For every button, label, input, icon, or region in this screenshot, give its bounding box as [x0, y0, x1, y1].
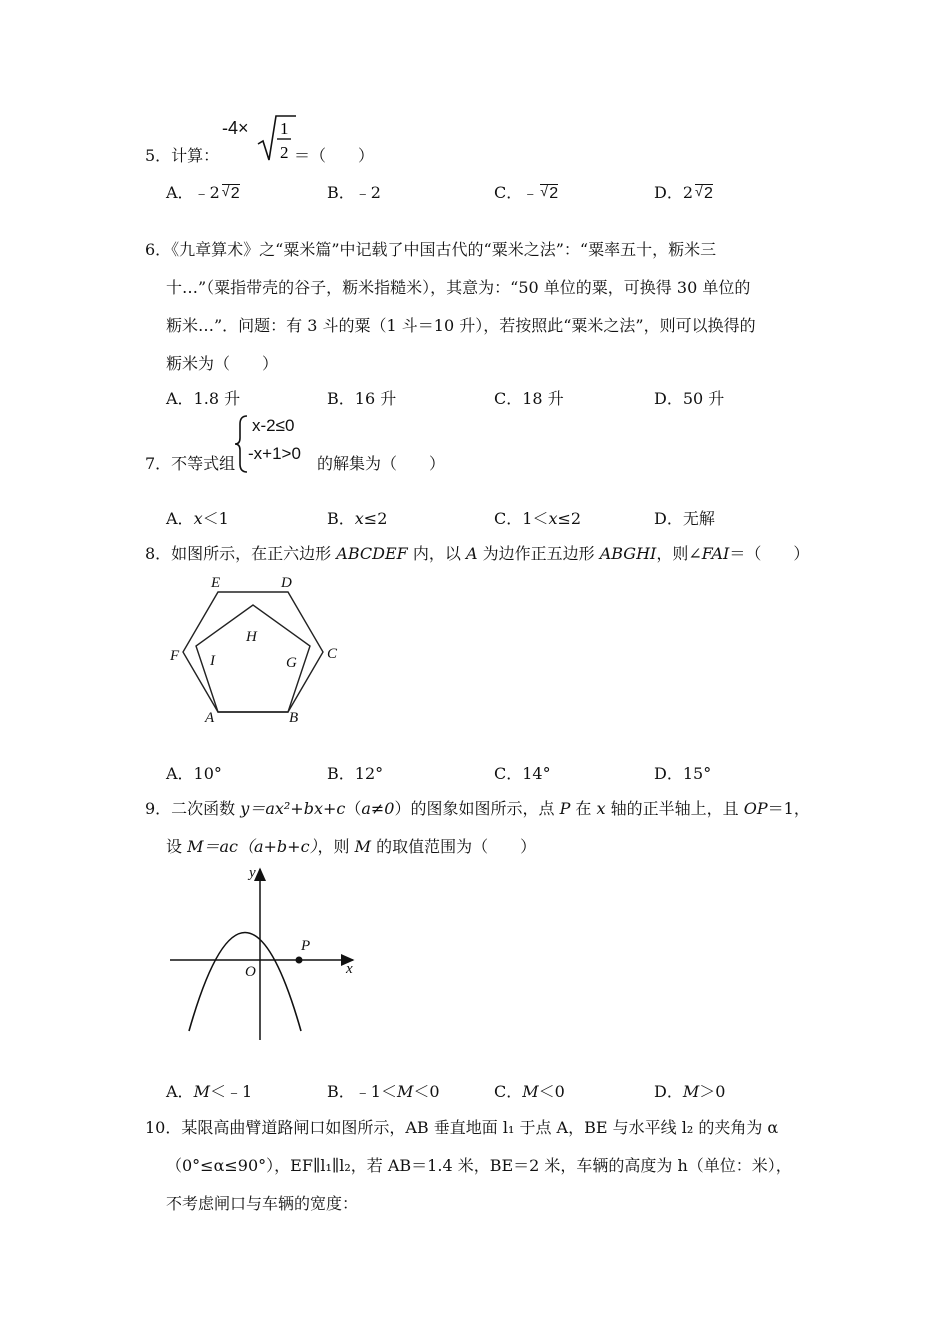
- option-label: B．: [327, 1082, 355, 1101]
- q8-option-c[interactable]: C．14°: [494, 764, 551, 783]
- q9-text: 的取值范围为（ ）: [371, 837, 537, 856]
- label-g: G: [286, 655, 297, 671]
- option-var: M: [522, 1082, 539, 1101]
- q6-line-1: 6．《九章算术》之“粟米篇”中记载了中国古代的“粟米之法”：“粟率五十，粝米三: [145, 240, 717, 259]
- q9-text: ）的图象如图所示，点: [394, 799, 560, 818]
- q9-var: x: [596, 799, 606, 818]
- label-i: I: [210, 653, 215, 669]
- q9-line-2: [166, 834, 536, 857]
- q8-point-a: A: [465, 544, 478, 563]
- q8-text: 8．如图所示，在正六边形: [145, 544, 337, 563]
- q10-line-3: 不考虑闸口与车辆的宽度：: [166, 1194, 359, 1213]
- option-text: ≤2: [557, 509, 582, 528]
- q10-line-1: 10．某限高曲臂道路闸口如图所示，AB 垂直地面 l₁ 于点 A，BE 与水平线 l₂ 的夹角为 α: [145, 1118, 779, 1137]
- option-var: x: [193, 509, 203, 528]
- label-c: C: [327, 646, 338, 662]
- q7-option-d[interactable]: [654, 506, 715, 529]
- q6-option-a[interactable]: A．1.8 升: [166, 389, 241, 408]
- q8-text: 内，以: [407, 544, 466, 563]
- q7-inequality-2: -x+1>0: [248, 444, 301, 463]
- label-a: A: [205, 710, 215, 726]
- q5-frac-num: 1: [280, 119, 289, 138]
- q5-stem: [145, 143, 219, 166]
- option-label: C．: [494, 183, 523, 202]
- option-var: x: [354, 509, 364, 528]
- q6-line-3: 粝米…”．问题：有 3 斗的粟（1 斗＝10 升），若按照此“粟米之法”，则可以换得的: [166, 316, 756, 335]
- radicand: 2: [549, 185, 559, 202]
- option-label: A．: [166, 509, 194, 528]
- q6-option-d[interactable]: D．50 升: [654, 389, 725, 408]
- q8-stem: [145, 541, 809, 564]
- option-text: 1＜: [522, 509, 549, 528]
- sqrt-symbol: √ 2: [540, 183, 559, 202]
- q9-equation: y＝ax²+bx+c: [240, 799, 346, 818]
- q6-line-2: 十…”（粟指带壳的谷子，粝米指糙米），其意为：“50 单位的粟，可换得 30 单位的: [166, 278, 751, 297]
- q7-prefix: 7．不等式组: [145, 454, 236, 473]
- q6-line-4: 粝米为（ ）: [166, 354, 279, 373]
- option-label: A．: [166, 183, 194, 202]
- option-text: ＜﹣1: [209, 1082, 253, 1101]
- q8-angle-name: FAI: [701, 544, 730, 563]
- q7-suffix: 的解集为（ ）: [317, 454, 446, 473]
- option-text: ﹣2: [193, 183, 220, 202]
- option-text: ﹣2: [354, 183, 381, 202]
- q7-option-a[interactable]: [166, 506, 229, 529]
- q6-option-c[interactable]: C．18 升: [494, 389, 564, 408]
- sqrt-symbol: √ 2: [221, 183, 240, 202]
- option-text: ≤2: [363, 509, 388, 528]
- parabola-curve: [189, 933, 301, 1032]
- option-text: ＞0: [699, 1082, 726, 1101]
- q9-line-1: [145, 796, 810, 819]
- q9-text: 在: [570, 799, 597, 818]
- label-h: H: [246, 629, 257, 645]
- q9-text: 9．二次函数: [145, 799, 241, 818]
- option-text: ﹣1＜: [354, 1082, 397, 1101]
- label-b: B: [289, 710, 299, 726]
- q9-text: （: [345, 799, 362, 818]
- q9-option-c[interactable]: [494, 1079, 565, 1102]
- q8-text: 为边作正五边形: [477, 544, 600, 563]
- q9-text: 轴的正半轴上，且: [605, 799, 744, 818]
- option-var: M: [396, 1082, 414, 1101]
- q9-var: OP: [743, 799, 768, 818]
- q5-frac-den: 2: [280, 143, 289, 162]
- q9-var: P: [559, 799, 571, 818]
- q5-option-d[interactable]: [654, 180, 713, 203]
- option-text: ＜0: [413, 1082, 440, 1101]
- label-o: O: [245, 964, 256, 980]
- option-text: ＜0: [538, 1082, 565, 1101]
- label-f: F: [170, 648, 180, 664]
- option-label: C．: [494, 509, 523, 528]
- q5-option-c[interactable]: [494, 180, 558, 203]
- q8-option-d[interactable]: D．15°: [654, 764, 712, 783]
- option-text: 无解: [682, 509, 715, 528]
- option-text: ﹣: [522, 183, 539, 202]
- q9-condition: a≠0: [361, 799, 395, 818]
- label-e: E: [211, 575, 221, 591]
- q9-text: ，则: [317, 837, 355, 856]
- q5-expression: [222, 118, 249, 139]
- option-label: B．: [327, 509, 355, 528]
- q5-option-a[interactable]: [166, 180, 240, 203]
- hexagon-shape: [183, 592, 323, 712]
- option-label: D．: [654, 1082, 683, 1101]
- q9-parabola-figure: [165, 864, 365, 1044]
- q8-hexagon-name: ABCDEF: [336, 544, 408, 563]
- q8-option-a[interactable]: A．10°: [166, 764, 222, 783]
- q9-equation: M＝ac（a+b+c）: [187, 837, 318, 856]
- option-var: x: [548, 509, 558, 528]
- option-label: D．: [654, 183, 683, 202]
- label-p: P: [301, 938, 311, 954]
- option-text: 2: [682, 183, 694, 202]
- option-label: D．: [654, 509, 683, 528]
- q8-pentagon-name: ABGHI: [599, 544, 657, 563]
- label-y: y: [249, 865, 256, 881]
- q8-option-b[interactable]: B．12°: [327, 764, 384, 783]
- q9-var: M: [354, 837, 372, 856]
- option-label: B．: [327, 183, 355, 202]
- q8-text: ，则∠: [656, 544, 702, 563]
- q9-text: 设: [166, 837, 188, 856]
- q7-option-b[interactable]: [327, 506, 387, 529]
- q6-option-b[interactable]: B．16 升: [327, 389, 397, 408]
- q5-coef: -4×: [222, 118, 249, 138]
- q8-hexagon-pentagon-figure: [165, 572, 345, 732]
- q10-line-2: （0°≤α≤90°），EF∥l₁∥l₂，若 AB＝1.4 米，BE＝2 米，车辆的高度为 h（单位：米），: [166, 1156, 792, 1175]
- radicand: 2: [704, 185, 713, 202]
- q9-option-b[interactable]: [327, 1079, 440, 1102]
- option-var: M: [193, 1082, 210, 1101]
- option-text: ＜1: [202, 509, 229, 528]
- q7-inequality-1: x-2≤0: [252, 416, 295, 435]
- q8-text: ＝（ ）: [729, 544, 810, 563]
- q9-option-d[interactable]: [654, 1079, 725, 1102]
- option-label: A．: [166, 1082, 194, 1101]
- label-x: x: [346, 961, 353, 977]
- option-label: C．: [494, 1082, 523, 1101]
- point-p: [296, 957, 303, 964]
- q5-suffix: ＝（ ）: [294, 146, 375, 165]
- q5-radical-fraction: [256, 112, 296, 164]
- option-var: M: [682, 1082, 700, 1101]
- q9-text: ＝1，: [767, 799, 810, 818]
- q9-option-a[interactable]: [166, 1079, 252, 1102]
- label-d: D: [281, 575, 292, 591]
- sqrt-symbol: √ 2: [695, 183, 713, 202]
- q5-prefix: 5．计算：: [145, 146, 220, 165]
- q7-option-c[interactable]: [494, 506, 581, 529]
- q5-option-b[interactable]: [327, 180, 381, 203]
- radicand: 2: [230, 185, 240, 202]
